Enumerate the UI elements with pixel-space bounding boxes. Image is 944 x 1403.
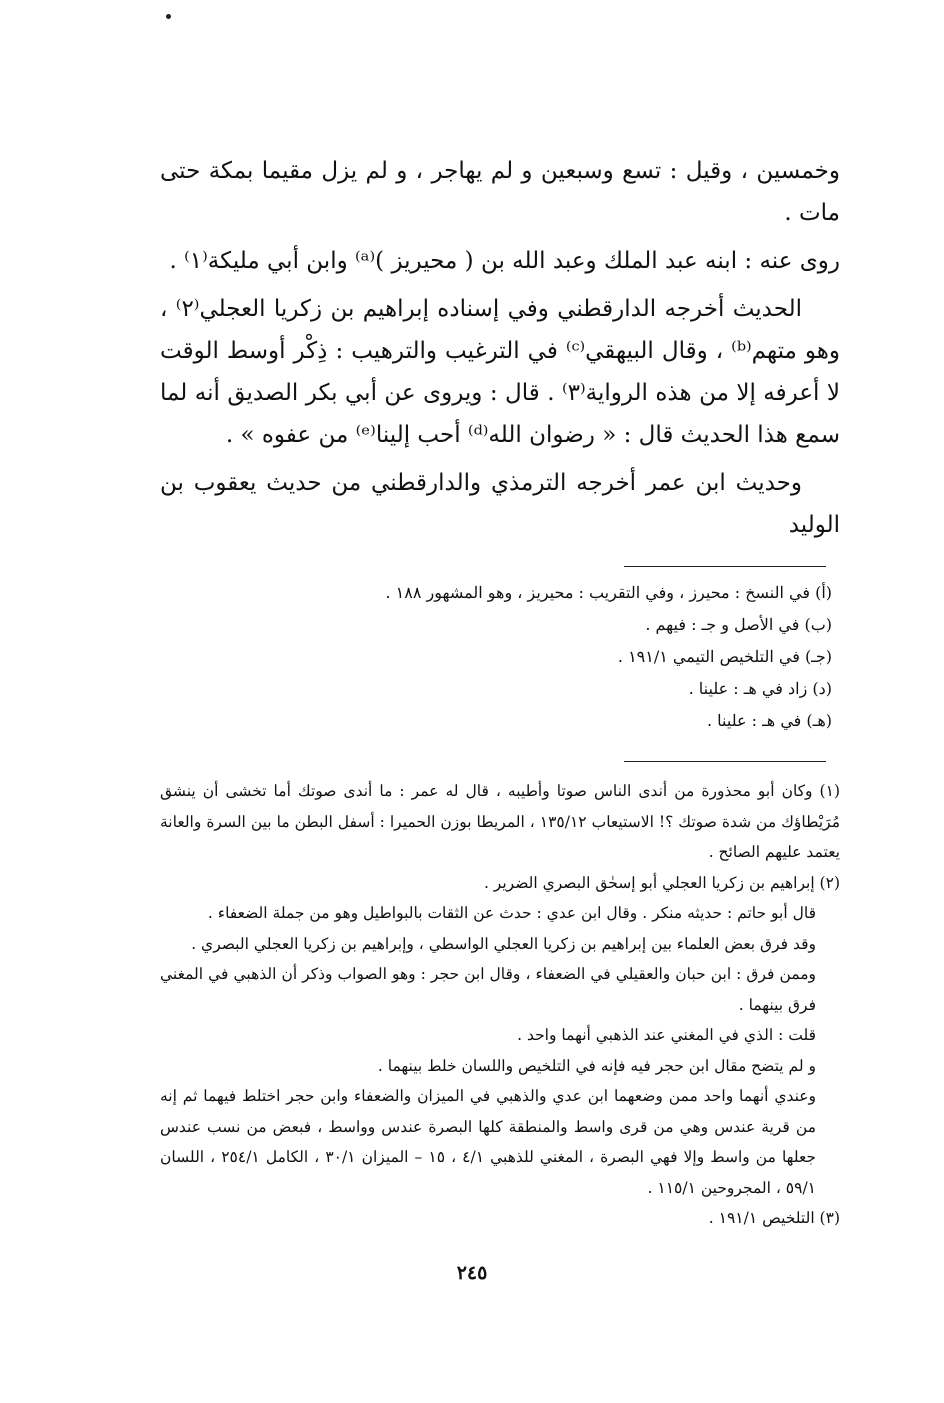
main-paragraph-1: وخمسين ، وقيل : تسع وسبعين و لم يهاجر ، و لم يزل مقيما بمكة حتى مات . [160, 158, 840, 226]
variant-notes [160, 566, 840, 737]
page-number: ٢٤٥ [456, 1262, 488, 1284]
main-text [160, 150, 840, 546]
footnote-1: (١) وكان أبو محذورة من أندى الناس صوتا وأطيبه ، قال له عمر : ما أندى صوتك أما تخشى أن ينشق مُرَيْطاؤك من شدة صوتك ؟! الاستيعاب ١٣٥/١٢ ، المريطا بوزن الحميرا : أسفل البطن ما بين السرة والعانة يعتمد عليهم الصائح . [160, 782, 840, 861]
footnote-2: (٢) إبراهيم بن زكريا العجلي أبو إسحٰق البصري الضرير . [483, 873, 840, 892]
variant-note-e: (هـ) في هـ : علينا . [707, 711, 832, 730]
footnote-separator [624, 566, 826, 567]
footnotes [160, 761, 840, 1234]
footnote-3: (٣) التلخيص ١٩١/١ . [708, 1209, 840, 1227]
margin-dot [166, 14, 171, 19]
footnote-2-line: قلت : الذي في المغني عند الذهبي أنهما واحد . [517, 1026, 816, 1044]
variant-note-b: (ب) في الأصل و جـ : فيهم . [645, 615, 832, 634]
variant-note-a: (أ) في النسخ : محيرز ، وفي التقريب : محيريز ، وهو المشهور ١٨٨ . [385, 583, 832, 602]
footnote-separator [624, 761, 826, 762]
main-paragraph-3: الحديث أخرجه الدارقطني وفي إسناده إبراهيم بن زكريا العجلي⁽٢⁾ ، وهو متهم⁽ᵇ⁾ ، وقال البيهقي⁽ᶜ⁾ في الترغيب والترهيب : ذِكْر أوسط الوقت لا أعرفه إلا من هذه الرواية⁽٣⁾ . قال : ويروى عن أبي بكر الصديق أنه لما سمع هذا الحديث قال : « رضوان الله⁽ᵈ⁾ أحب إلينا⁽ᵉ⁾ من عفوه » . [160, 296, 841, 448]
footnote-2-line: قال أبو حاتم : حديثه منكر . وقال ابن عدي : حدث عن الثقات بالبواطيل وهو من جملة الضعفاء . [207, 904, 816, 922]
variant-note-c: (جـ) في التلخيص التيمي ١٩١/١ . [617, 647, 832, 666]
footnote-2-line: وممن فرق : ابن حبان والعقيلي في الضعفاء ، وقال ابن حجر : وهو الصواب وذكر أن الذهبي في المغني فرق بينهما . [160, 965, 816, 1014]
footnote-2-line: و لم يتضح مقال ابن حجر فيه فإنه في التلخيص واللسان خلط بينهما . [377, 1056, 816, 1075]
footnote-2-line: وعندي أنهما واحد ممن وضعهما ابن عدي والذهبي في الميزان والضعفاء وابن حجر اختلط فيهما ثم إنه من قرية عندس وهي من قرى واسط والمنطقة كلها البصرة عندس وواسط ، فبعض من نسب عندس جعلها من واسط وإلا فهي البصرة ، المغني للذهبي ٤/١ ، ١٥ – الميزان ٣٠/١ ، الكامل ٢٥٤/١ ، اللسان ٥٩/١ ، المجروحين ١١٥/١ . [160, 1087, 817, 1197]
variant-note-d: (د) زاد في هـ : علينا . [688, 679, 832, 698]
footnote-2-line: وقد فرق بعض العلماء بين إبراهيم بن زكريا العجلي الواسطي ، وإبراهيم بن زكريا العجلي البصري . [191, 934, 816, 953]
main-paragraph-4: وحديث ابن عمر أخرجه الترمذي والدارقطني من حديث يعقوب بن الوليد [160, 470, 840, 538]
main-paragraph-2: روى عنه : ابنه عبد الملك وعبد الله بن ( محيريز )⁽ᵃ⁾ وابن أبي مليكة⁽١⁾ . [169, 248, 840, 274]
page-body [160, 150, 840, 1234]
